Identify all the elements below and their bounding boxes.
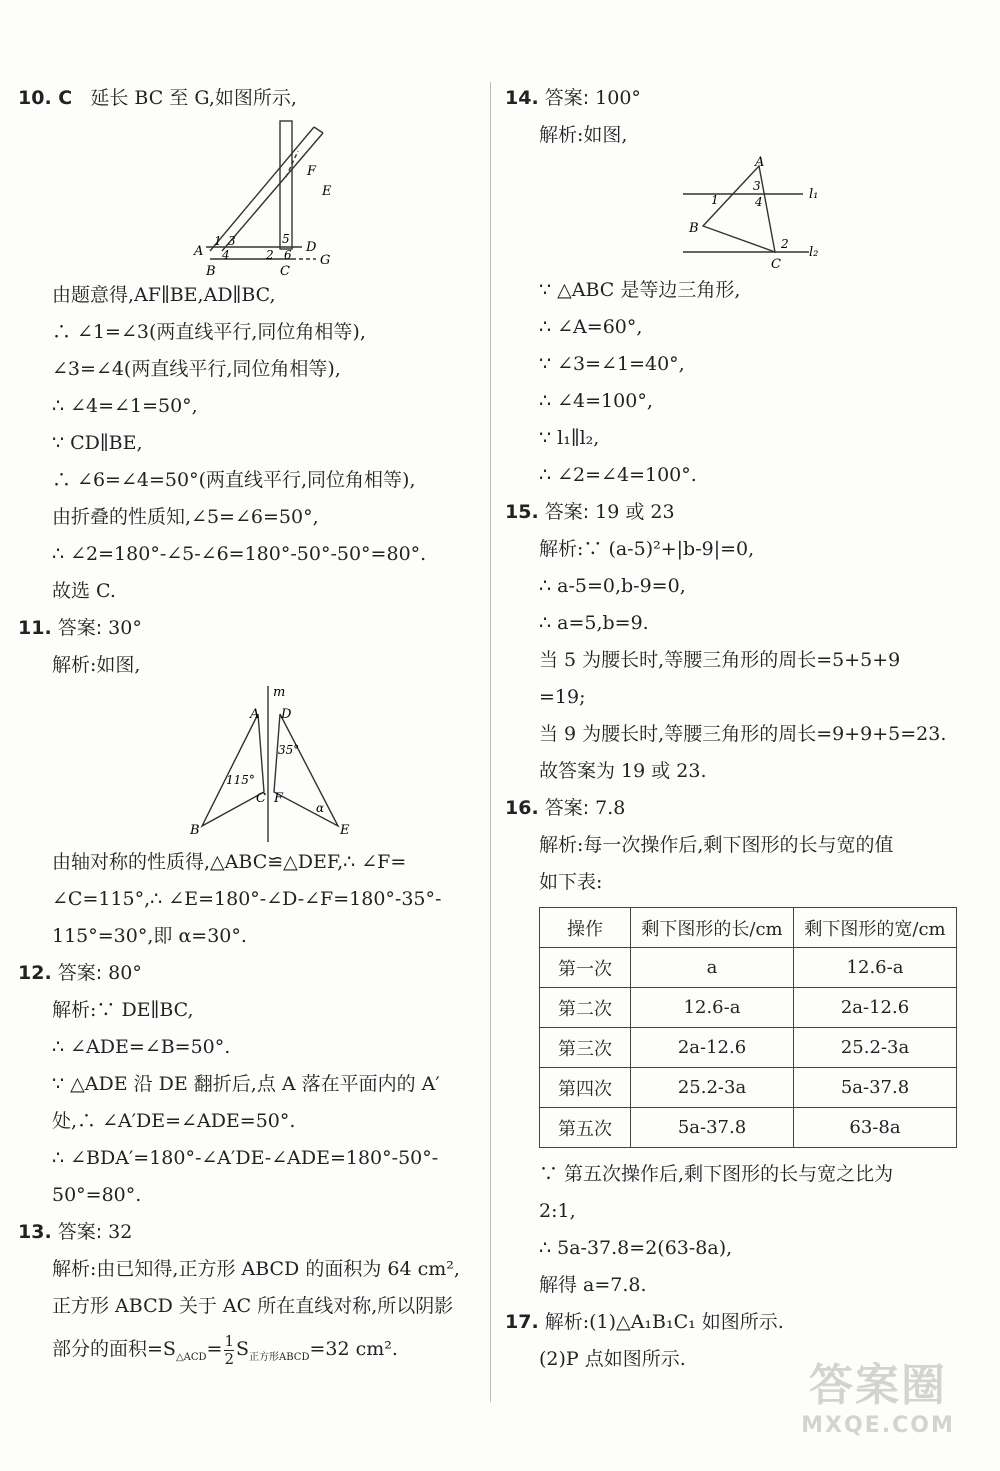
- table-cell: 2a-12.6: [631, 1028, 794, 1068]
- q15-line: 故答案为 19 或 23.: [539, 760, 707, 782]
- q14-fig-angle-2: 2: [781, 237, 789, 251]
- column-divider: [490, 82, 491, 1402]
- table-header-cell: 剩下图形的宽/cm: [794, 908, 957, 948]
- q15-answer-label: 答案:: [544, 501, 590, 523]
- q12-line: 解析:∵ DE∥BC,: [52, 999, 194, 1021]
- q16-header: [505, 790, 975, 827]
- table-cell: 5a-37.8: [631, 1108, 794, 1148]
- q16-line: 解得 a=7.8.: [539, 1274, 647, 1296]
- q16-line: 如下表:: [539, 871, 603, 893]
- q13-area-sub1: △ACD: [175, 1351, 207, 1363]
- q11-fig-angle-115: 115°: [226, 773, 255, 787]
- q10-line: 故选 C.: [52, 580, 116, 602]
- right-column: [505, 80, 975, 1378]
- q10-fig-angle-2: 2: [266, 248, 274, 262]
- q10-line: 由折叠的性质知,∠5=∠6=50°,: [52, 506, 319, 528]
- q11-line: 115°=30°,即 α=30°.: [52, 925, 247, 947]
- q12-answer-label: 答案:: [57, 962, 103, 984]
- q15-line: 解析:∵ (a-5)²+|b-9|=0,: [539, 538, 755, 560]
- q14-fig-label-a: A: [755, 155, 765, 170]
- left-column: [18, 80, 488, 1382]
- q12-line: ∴ ∠ADE=∠B=50°.: [52, 1036, 231, 1058]
- q10-fig-line-be: [222, 133, 323, 251]
- q16-line: ∵ 第五次操作后,剩下图形的长与宽之比为: [539, 1163, 894, 1185]
- q14-analysis: 解析:如图,: [539, 124, 628, 146]
- table-cell: 25.2-3a: [631, 1068, 794, 1108]
- table-cell: 63-8a: [794, 1108, 957, 1148]
- q13-answer-label: 答案:: [57, 1221, 103, 1243]
- q10-fig-label-f: F: [307, 164, 317, 179]
- q10-line: ∴ ∠1=∠3(两直线平行,同位角相等),: [52, 321, 366, 343]
- q14-solution: [505, 272, 975, 494]
- q16-line: 2:1,: [539, 1200, 576, 1222]
- q10-figure: [18, 117, 488, 277]
- q16-line: 解析:每一次操作后,剩下图形的长与宽的值: [539, 834, 894, 856]
- q11-fig-label-c: C: [256, 791, 266, 806]
- q12-number: 12.: [18, 962, 52, 984]
- table-cell: 12.6-a: [794, 948, 957, 988]
- q11-answer: 30°: [108, 617, 142, 639]
- q10-line: ∴ ∠2=180°-∠5-∠6=180°-50°-50°=80°.: [52, 543, 427, 565]
- q10-fig-label-e: E: [322, 184, 332, 199]
- q16-operations-table: [539, 907, 957, 1148]
- q17-line: 解析:(1)△A₁B₁C₁ 如图所示.: [544, 1311, 784, 1333]
- q13-answer: 32: [108, 1221, 133, 1243]
- q11-number: 11.: [18, 617, 52, 639]
- q13-area-sub2: 正方形ABCD: [249, 1351, 310, 1363]
- q10-fig-strip-vertical: [280, 121, 292, 249]
- q14-fig-angle-4: 4: [755, 195, 763, 209]
- watermark-logo: [778, 1349, 978, 1449]
- q16-solution-rest: [505, 1156, 975, 1304]
- q10-fig-angle-6: 6: [284, 248, 292, 262]
- q12-line: 50°=80°.: [52, 1184, 142, 1206]
- table-row: [540, 988, 957, 1028]
- q14-fig-angle-3: 3: [753, 179, 761, 193]
- q14-number: 14.: [505, 87, 539, 109]
- table-header-cell: 操作: [540, 908, 631, 948]
- q15-number: 15.: [505, 501, 539, 523]
- table-cell: 第四次: [540, 1068, 631, 1108]
- table-cell: 第一次: [540, 948, 631, 988]
- q14-line: ∴ ∠4=100°,: [539, 390, 653, 412]
- q15-header: [505, 494, 975, 531]
- table-cell: 5a-37.8: [794, 1068, 957, 1108]
- q11-fig-angle-alpha: α: [316, 801, 325, 815]
- q14-fig-label-c: C: [771, 257, 781, 272]
- q15-line: ∴ a=5,b=9.: [539, 612, 649, 634]
- table-cell: 12.6-a: [631, 988, 794, 1028]
- q15-line: ∴ a-5=0,b-9=0,: [539, 575, 686, 597]
- table-row: [540, 1068, 957, 1108]
- q11-fig-label-a: A: [250, 707, 260, 722]
- q13-fraction: [224, 1333, 234, 1368]
- q15-solution: [505, 531, 975, 790]
- q14-fig-triangle-abc: [703, 166, 775, 252]
- q10-fig-angle-3: 3: [228, 234, 236, 248]
- q11-fig-label-f: F: [274, 791, 284, 806]
- q10-line: ∴ ∠4=∠1=50°,: [52, 395, 198, 417]
- q11-fig-label-d: D: [281, 707, 292, 722]
- q12-header: [18, 955, 488, 992]
- q14-answer: 100°: [595, 87, 641, 109]
- q10-header: [18, 80, 488, 117]
- q10-fig-angle-5: 5: [282, 232, 290, 246]
- q12-answer: 80°: [108, 962, 142, 984]
- q11-fig-triangle-abc: [202, 714, 264, 826]
- q11-header: [18, 610, 488, 647]
- q12-line: ∵ △ADE 沿 DE 翻折后,点 A 落在平面内的 A′: [52, 1073, 440, 1095]
- q14-fig-label-l1: l₁: [809, 187, 819, 202]
- q13-frac-den: 2: [224, 1349, 234, 1368]
- table-row: [540, 1028, 957, 1068]
- q13-area-tail: =32 cm².: [309, 1338, 398, 1360]
- table-header-cell: 剩下图形的长/cm: [631, 908, 794, 948]
- q10-line: ∴ ∠6=∠4=50°(两直线平行,同位角相等),: [52, 469, 416, 491]
- q13-line: 解析:由已知得,正方形 ABCD 的面积为 64 cm²,: [52, 1258, 460, 1280]
- watermark-title: 答案圈: [809, 1360, 947, 1411]
- q11-fig-angle-35: 35°: [278, 743, 300, 757]
- q13-line: 正方形 ABCD 关于 AC 所在直线对称,所以阴影: [52, 1295, 454, 1317]
- q17-number: 17.: [505, 1311, 539, 1333]
- q10-fig-label-d: D: [306, 240, 317, 255]
- table-cell: 2a-12.6: [794, 988, 957, 1028]
- q10-fig-label-g: G: [320, 253, 331, 268]
- q11-figure: [18, 684, 488, 844]
- q17-header: [505, 1304, 975, 1341]
- q14-answer-label: 答案:: [544, 87, 590, 109]
- q10-fig-angle-1: 1: [214, 234, 222, 248]
- q11-solution: [18, 844, 488, 955]
- q14-fig-angle-1: 1: [711, 193, 719, 207]
- table-row: [540, 948, 957, 988]
- q11-line: ∠C=115°,∴ ∠E=180°-∠D-∠F=180°-35°-: [52, 888, 442, 910]
- q12-solution: [18, 992, 488, 1214]
- q10-number: 10. C: [18, 87, 73, 109]
- q16-number: 16.: [505, 797, 539, 819]
- q15-line: 当 9 为腰长时,等腰三角形的周长=9+9+5=23.: [539, 723, 947, 745]
- q10-solution: [18, 277, 488, 610]
- q17-line: (2)P 点如图所示.: [539, 1348, 686, 1370]
- watermark-url: MXQE.COM: [801, 1413, 955, 1438]
- q14-fig-label-l2: l₂: [809, 245, 819, 260]
- q13-area-formula: [52, 1325, 488, 1382]
- q12-line: 处,∴ ∠A′DE=∠ADE=50°.: [52, 1110, 296, 1132]
- q14-line: ∵ ∠3=∠1=40°,: [539, 353, 685, 375]
- q13-frac-num: 1: [224, 1331, 234, 1350]
- q10-fig-label-a: A: [194, 244, 204, 259]
- q14-line: ∵ △ABC 是等边三角形,: [539, 279, 741, 301]
- q11-answer-label: 答案:: [57, 617, 103, 639]
- table-cell: 第五次: [540, 1108, 631, 1148]
- q10-line: ∵ CD∥BE,: [52, 432, 143, 454]
- q10-fig-line-af: [210, 127, 314, 251]
- q11-fig-label-e: E: [340, 823, 350, 838]
- q10-line: 由题意得,AF∥BE,AD∥BC,: [52, 284, 276, 306]
- table-header-row: [540, 908, 957, 948]
- q16-answer-label: 答案:: [544, 797, 590, 819]
- q11-fig-label-m: m: [273, 685, 286, 700]
- q13-area-s: S: [236, 1338, 250, 1360]
- table-cell: 25.2-3a: [794, 1028, 957, 1068]
- q10-line: ∠3=∠4(两直线平行,同位角相等),: [52, 358, 341, 380]
- q16-solution-intro: [505, 827, 975, 901]
- q14-figure: [505, 154, 975, 272]
- q14-header: [505, 80, 975, 117]
- table-cell: 第二次: [540, 988, 631, 1028]
- q11-fig-triangle-def: [274, 714, 338, 826]
- q15-answer: 19 或 23: [595, 501, 675, 523]
- q10-fig-angle-4: 4: [222, 248, 230, 262]
- q10-fig-label-b: B: [206, 264, 216, 277]
- q15-line: =19;: [539, 686, 586, 708]
- q13-header: [18, 1214, 488, 1251]
- q11-line: 由轴对称的性质得,△ABC≌△DEF,∴ ∠F=: [52, 851, 407, 873]
- q13-area-prefix: 部分的面积=S: [52, 1338, 176, 1360]
- q14-line: ∴ ∠A=60°,: [539, 316, 643, 338]
- q10-fig-label-c: C: [280, 264, 290, 277]
- q13-area-eq: =: [206, 1338, 223, 1360]
- q11-fig-label-b: B: [190, 823, 200, 838]
- table-cell: 第三次: [540, 1028, 631, 1068]
- q16-answer: 7.8: [595, 797, 626, 819]
- table-cell: a: [631, 948, 794, 988]
- q12-line: ∴ ∠BDA′=180°-∠A′DE-∠ADE=180°-50°-: [52, 1147, 439, 1169]
- q14-line: ∵ l₁∥l₂,: [539, 427, 600, 449]
- q14-line: ∴ ∠2=∠4=100°.: [539, 464, 697, 486]
- q14-fig-label-b: B: [689, 221, 699, 236]
- q10-intro: 延长 BC 至 G,如图所示,: [90, 87, 297, 109]
- q13-solution: [18, 1251, 488, 1382]
- table-row: [540, 1108, 957, 1148]
- q16-line: ∴ 5a-37.8=2(63-8a),: [539, 1237, 733, 1259]
- q11-analysis: 解析:如图,: [52, 654, 141, 676]
- q13-number: 13.: [18, 1221, 52, 1243]
- q15-line: 当 5 为腰长时,等腰三角形的周长=5+5+9: [539, 649, 901, 671]
